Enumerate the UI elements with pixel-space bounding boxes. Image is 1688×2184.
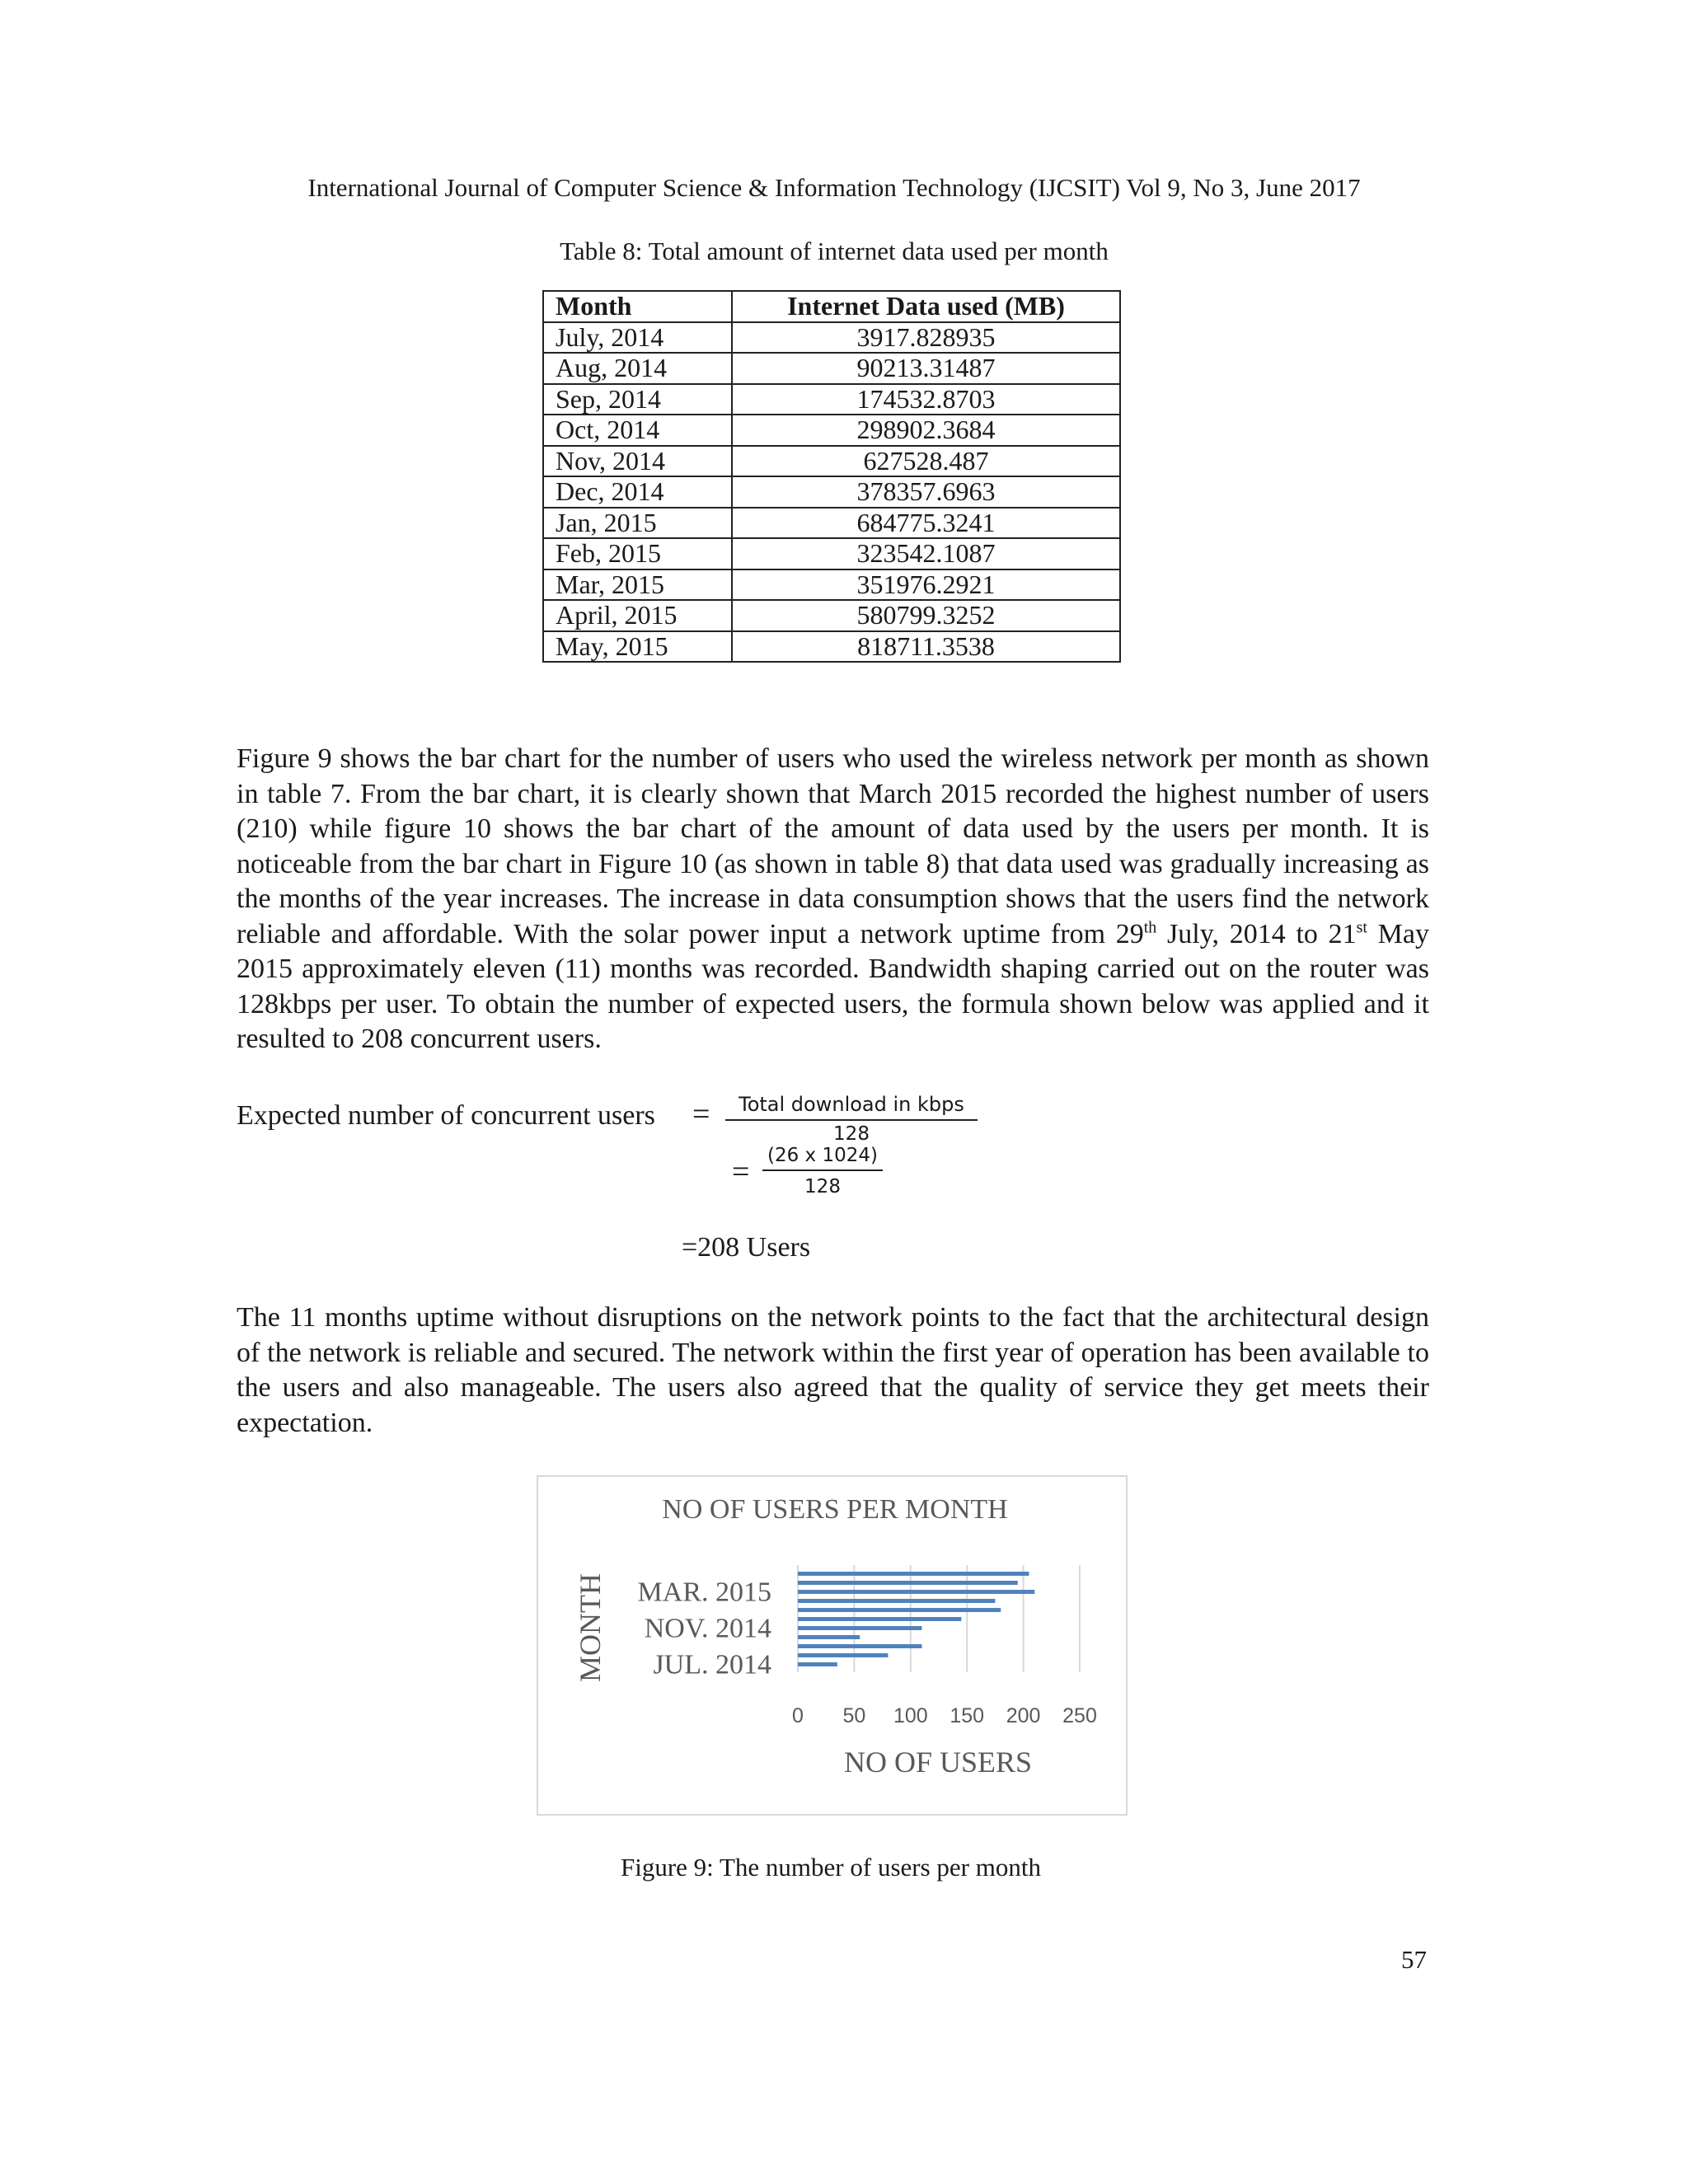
table-header-cell: Internet Data used (MB): [732, 291, 1120, 322]
table-caption: Table 8: Total amount of internet data used per month: [560, 237, 1109, 265]
bar: [798, 1617, 961, 1621]
table-cell: 818711.3538: [732, 631, 1120, 663]
table-cell: 627528.487: [732, 446, 1120, 477]
equals-sign: =: [732, 1155, 750, 1189]
table-row: [543, 415, 1120, 446]
table-cell: Jan, 2015: [543, 508, 732, 539]
table-row: [543, 476, 1120, 508]
bar: [798, 1626, 921, 1630]
running-header: International Journal of Computer Science & Information Technology (IJCSIT) Vol 9, No 3, June 2017: [307, 173, 1361, 202]
fraction: [725, 1090, 978, 1147]
bar: [798, 1581, 1018, 1585]
paragraph-text: May 2015 approximately eleven (11) months was recorded. Bandwidth shaping carried out on the router was 128kbps per user. To obtain the number of expected users, the formula shown below was applied and it resulted to 208 concurrent users.: [237, 918, 1429, 1054]
bar: [798, 1653, 888, 1657]
y-tick-label: NOV. 2014: [644, 1613, 771, 1644]
chart-canvas: [538, 1477, 1126, 1814]
paragraph-text: Figure 9 shows the bar chart for the number of users who used the wireless network per month as shown in table 7. From the bar chart, it is clearly shown that March 2015 recorded the highest number of users (210) while figure 10 shows the bar chart of the amount of data used by the users per month. It is noticeable from the bar chart in Figure 10 (as shown in table 8) that data used was gradually increasing as the months of the year increases. The increase in data consumption shows that the users find the network reliable and affordable. With the solar power input a network uptime from 29: [237, 743, 1429, 949]
table-row: [543, 538, 1120, 569]
table-row: [543, 631, 1120, 663]
x-tick-label: 200: [1006, 1704, 1041, 1727]
table-row: [543, 569, 1120, 601]
bar: [798, 1644, 921, 1648]
y-tick-label: MAR. 2015: [637, 1577, 771, 1608]
figure-caption: Figure 9: The number of users per month: [621, 1853, 1041, 1882]
formula-result: =208 Users: [682, 1232, 811, 1263]
bars: [798, 1572, 1034, 1666]
x-tick-label: 150: [950, 1704, 985, 1727]
table-cell: 684775.3241: [732, 508, 1120, 539]
table-cell: 580799.3252: [732, 600, 1120, 631]
x-tick-label: 250: [1062, 1704, 1097, 1727]
bar: [798, 1590, 1034, 1594]
bar-chart: [537, 1475, 1128, 1816]
superscript: th: [1143, 918, 1157, 937]
table-row: [543, 322, 1120, 354]
bar: [798, 1572, 1029, 1576]
equals-sign: =: [692, 1097, 710, 1132]
y-tick-label: JUL. 2014: [653, 1649, 771, 1680]
fraction-denominator: 128: [833, 1123, 870, 1145]
body-paragraph: [237, 742, 1429, 1057]
y-tick-labels: [638, 1577, 771, 1680]
table-cell: Oct, 2014: [543, 415, 732, 446]
table-cell: May, 2015: [543, 631, 732, 663]
table-cell: 351976.2921: [732, 569, 1120, 601]
paragraph-text: July, 2014 to 21: [1156, 918, 1357, 949]
table-cell: Dec, 2014: [543, 476, 732, 508]
table-cell: 174532.8703: [732, 384, 1120, 415]
table-cell: Nov, 2014: [543, 446, 732, 477]
table-row: [543, 446, 1120, 477]
table-header-cell: Month: [543, 291, 732, 322]
fraction-denominator: 128: [804, 1176, 841, 1197]
table-row: [543, 508, 1120, 539]
table-cell: Sep, 2014: [543, 384, 732, 415]
x-tick-label: 0: [792, 1704, 804, 1727]
table-row: [543, 353, 1120, 384]
table-header-row: [543, 291, 1120, 322]
table-cell: July, 2014: [543, 322, 732, 354]
x-tick-label: 100: [893, 1704, 928, 1727]
table-cell: April, 2015: [543, 600, 732, 631]
y-axis-label: MONTH: [574, 1573, 607, 1682]
fraction: [762, 1141, 883, 1202]
x-axis-label: NO OF USERS: [843, 1746, 1033, 1779]
table-cell: 90213.31487: [732, 353, 1120, 384]
page-number: 57: [1401, 1945, 1427, 1974]
table-row: [543, 384, 1120, 415]
formula-label: Expected number of concurrent users: [237, 1100, 655, 1131]
bar: [798, 1599, 995, 1603]
body-paragraph: The 11 months uptime without disruptions on the network points to the fact that the architectural design of the network is reliable and secured. The network within the first year of operation has been available to the users and also manageable. The users also agreed that the quality of service they get meets their expectation.: [237, 1302, 1429, 1438]
chart-title: NO OF USERS PER MONTH: [662, 1494, 1008, 1525]
table-cell: 323542.1087: [732, 538, 1120, 569]
x-tick-label: 50: [842, 1704, 866, 1727]
table-cell: Mar, 2015: [543, 569, 732, 601]
table-cell: 378357.6963: [732, 476, 1120, 508]
table-cell: 3917.828935: [732, 322, 1120, 354]
table-cell: 298902.3684: [732, 415, 1120, 446]
bar: [798, 1608, 1001, 1612]
bar: [798, 1662, 837, 1666]
superscript: st: [1356, 918, 1367, 937]
table-cell: Aug, 2014: [543, 353, 732, 384]
fraction-numerator: Total download in kbps: [725, 1090, 978, 1121]
table-cell: Feb, 2015: [543, 538, 732, 569]
bar: [798, 1635, 860, 1639]
data-table: [542, 290, 1121, 663]
x-tick-labels: [792, 1704, 1097, 1727]
fraction-numerator: (26 x 1024): [762, 1141, 883, 1171]
table-row: [543, 600, 1120, 631]
